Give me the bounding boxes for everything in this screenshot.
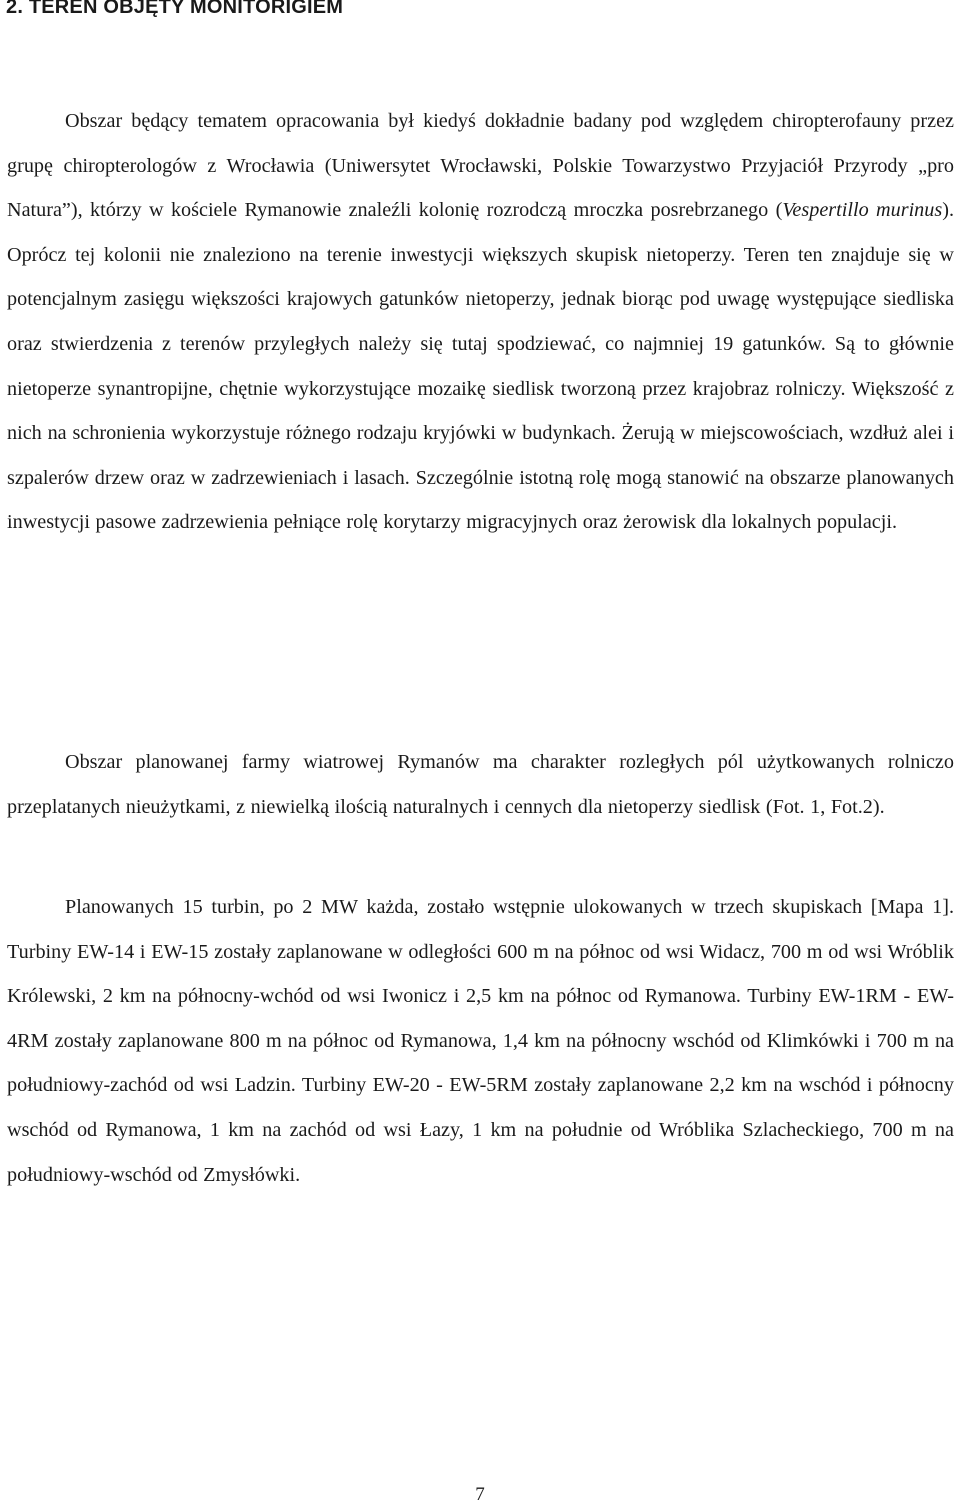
- species-name: Vespertillo murinus: [782, 199, 943, 222]
- paragraph-text: ). Oprócz tej kolonii nie znaleziono na terenie inwestycji większych skupisk nietoperzy. Teren ten znajduje się w potencjalnym zasięgu większości krajowych gatunków nietoperzy, jednak biorąc pod uwagę występujące siedliska oraz stwierdzenia z terenów przyległych należy się tutaj spodziewać, co najmniej 19 gatunków. Są to głównie nietoperze synantropijne, chętnie wykorzystujące mozaikę siedlisk tworzoną przez krajobraz rolniczy. Większość z nich na schronienia wykorzystuje różnego rodzaju kryjówki w budynkach. Żerują w miejscowościach, wzdłuż alei i szpalerów drzew oraz w zadrzewieniach i lasach. Szczególnie istotną rolę mogą stanowić na obszarze planowanych inwestycji pasowe zadrzewienia pełniące rolę korytarzy migracyjnych oraz żerowisk dla lokalnych populacji.: [7, 199, 955, 534]
- page-number: 7: [475, 1484, 485, 1505]
- paragraph-bat-fauna: [7, 99, 954, 545]
- section-heading: 2. TEREN OBJĘTY MONITORIGIEM: [6, 0, 344, 18]
- paragraph-wind-farm-area: Obszar planowanej farmy wiatrowej Rymanów ma charakter rozległych pól użytkowanych rolniczo przeplatanych nieużytkami, z niewielką ilością naturalnych i cennych dla nietoperzy siedlisk (Fot. 1, Fot.2).: [7, 751, 954, 818]
- paragraph-turbine-locations: Planowanych 15 turbin, po 2 MW każda, zostało wstępnie ulokowanych w trzech skupiskach [Mapa 1]. Turbiny EW-14 i EW-15 zostały zaplanowane w odległości 600 m na północ od wsi Widacz, 700 m od wsi Wróblik Królewski, 2 km na północny-wchód od wsi Iwonicz i 2,5 km na północ od Rymanowa. Turbiny EW-1RM - EW-4RM zostały zaplanowane 800 m na północ od Rymanowa, 1,4 km na północny wschód od Klimkówki i 700 m na południowy-zachód od wsi Ladzin. Turbiny EW-20 - EW-5RM zostały zaplanowane 2,2 km na wschód i północny wschód od Rymanowa, 1 km na zachód od wsi Łazy, 1 km na południe od Wróblika Szlacheckiego, 700 m na południowy-wschód od Zmysłówki.: [7, 896, 954, 1186]
- paragraph-text: Obszar będący tematem opracowania był kiedyś dokładnie badany pod względem chiropterofauny przez grupę chiropterologów z Wrocławia (Uniwersytet Wrocławski, Polskie Towarzystwo Przyjaciół Przyrody „pro Natura”), którzy w kościele Rymanowie znaleźli kolonię rozrodczą mroczka posrebrzanego (: [7, 110, 954, 222]
